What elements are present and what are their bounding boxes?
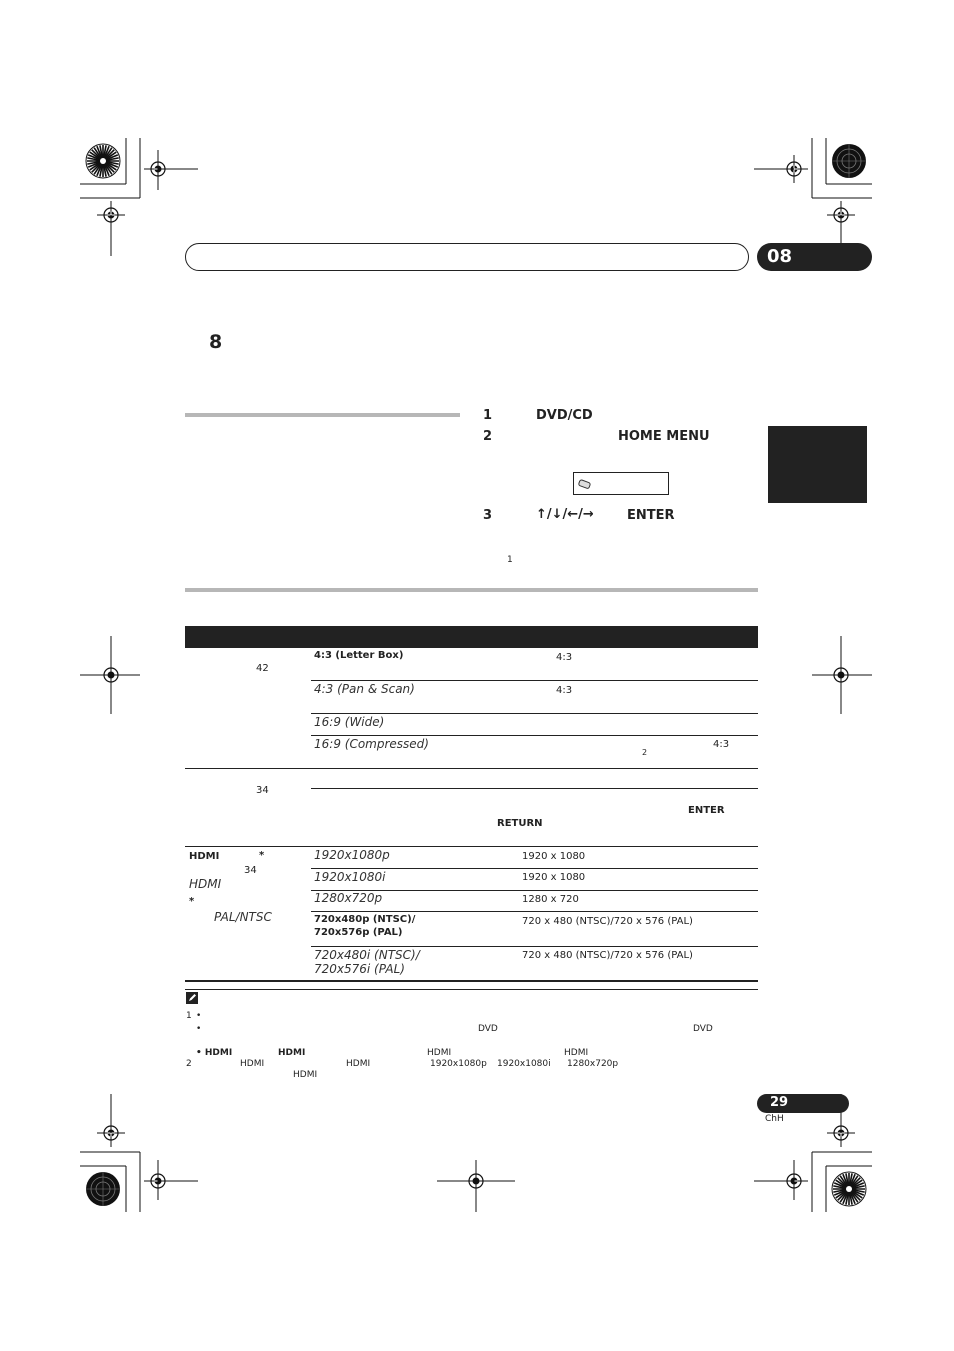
option-576i-pal: 720x576i (PAL)	[314, 962, 405, 976]
note-1-number: 1	[186, 1011, 192, 1021]
note-dvd-a: DVD	[478, 1024, 498, 1034]
note-2-hdmi-c: HDMI	[293, 1070, 318, 1080]
option-compressed-note-ref: 2	[642, 748, 648, 757]
group2-enter: ENTER	[688, 805, 725, 816]
note-hdmi-b: HDMI	[278, 1048, 306, 1058]
step-footnote-ref: 1	[507, 555, 513, 565]
note-1-bullet: •	[196, 1011, 202, 1021]
group3-pal-ntsc: PAL/NTSC	[214, 910, 272, 924]
language-side-tab	[768, 426, 867, 503]
step-1-label: DVD/CD	[536, 408, 593, 423]
note-2-res-a: 1920x1080p	[430, 1059, 487, 1069]
step-3-arrows: ↑/↓/←/→	[536, 507, 594, 522]
step-1-number: 1	[483, 408, 493, 423]
step-2-number: 2	[483, 429, 493, 444]
notes-top-rule	[185, 989, 758, 990]
page-number: 29	[770, 1095, 789, 1110]
note-2-number: 2	[186, 1059, 192, 1069]
option-480p-desc: 720 x 480 (NTSC)/720 x 576 (PAL)	[522, 916, 693, 927]
step-3-number: 3	[483, 508, 493, 523]
option-panscan: 4:3 (Pan & Scan)	[314, 682, 415, 696]
step-2-label: HOME MENU	[618, 429, 710, 444]
header-bar	[185, 243, 749, 271]
option-576p-pal: 720x576p (PAL)	[314, 927, 403, 938]
row-divider	[311, 713, 758, 714]
group1-ref: 42	[256, 663, 269, 674]
note-2-res-b: 1920x1080i	[497, 1059, 551, 1069]
option-1080i-desc: 1920 x 1080	[522, 872, 586, 883]
step-3-label: ENTER	[627, 508, 675, 523]
group2-return: RETURN	[497, 818, 543, 829]
language-code: ChH	[765, 1114, 784, 1124]
section-number: 8	[209, 331, 223, 353]
row-divider	[311, 680, 758, 681]
chapter-number: 08	[767, 246, 793, 267]
section-rule-left	[185, 413, 460, 417]
option-480i-desc: 720 x 480 (NTSC)/720 x 576 (PAL)	[522, 950, 693, 961]
chapter-tab	[757, 243, 872, 271]
note-hdmi-bullet: • HDMI	[196, 1048, 233, 1058]
option-720p: 1280x720p	[314, 891, 383, 905]
group3-ref: 34	[244, 865, 257, 876]
page-number-badge	[757, 1094, 849, 1113]
section-rule-full	[185, 588, 758, 592]
note-hdmi-d: HDMI	[564, 1048, 589, 1058]
group3-star: *	[259, 850, 265, 861]
remote-icon	[578, 478, 592, 490]
option-compressed: 16:9 (Compressed)	[314, 737, 429, 751]
note-1b-bullet: •	[196, 1024, 202, 1034]
note-2-res-c: 1280x720p	[567, 1059, 619, 1069]
row-divider	[311, 911, 758, 912]
row-divider	[311, 735, 758, 736]
note-hdmi-c: HDMI	[427, 1048, 452, 1058]
option-panscan-desc: 4:3	[556, 685, 573, 696]
option-1080p: 1920x1080p	[314, 848, 390, 862]
option-1080p-desc: 1920 x 1080	[522, 851, 586, 862]
option-1080i: 1920x1080i	[314, 870, 386, 884]
note-pencil-icon	[186, 992, 198, 1004]
note-2-hdmi-a: HDMI	[240, 1059, 265, 1069]
table-header	[185, 626, 758, 648]
group3-star2: *	[189, 896, 195, 907]
row-divider	[311, 946, 758, 947]
group2-ref: 34	[256, 785, 269, 796]
note-dvd-b: DVD	[693, 1024, 713, 1034]
row-divider	[311, 868, 758, 869]
option-wide: 16:9 (Wide)	[314, 715, 385, 729]
home-menu-screen-preview	[573, 472, 669, 495]
group3-hdmi-italic: HDMI	[189, 877, 222, 891]
option-480p-ntsc: 720x480p (NTSC)/	[314, 914, 416, 925]
option-compressed-desc: 4:3	[713, 739, 730, 750]
option-letterbox: 4:3 (Letter Box)	[314, 650, 404, 661]
option-720p-desc: 1280 x 720	[522, 894, 579, 905]
note-2-hdmi-b: HDMI	[346, 1059, 371, 1069]
group-divider	[185, 846, 758, 847]
row-divider	[311, 788, 758, 789]
option-letterbox-desc: 4:3	[556, 652, 573, 663]
group3-hdmi: HDMI	[189, 851, 220, 862]
option-480i-ntsc: 720x480i (NTSC)/	[314, 948, 420, 962]
table-bottom-rule	[185, 980, 758, 982]
group-divider	[185, 768, 758, 769]
